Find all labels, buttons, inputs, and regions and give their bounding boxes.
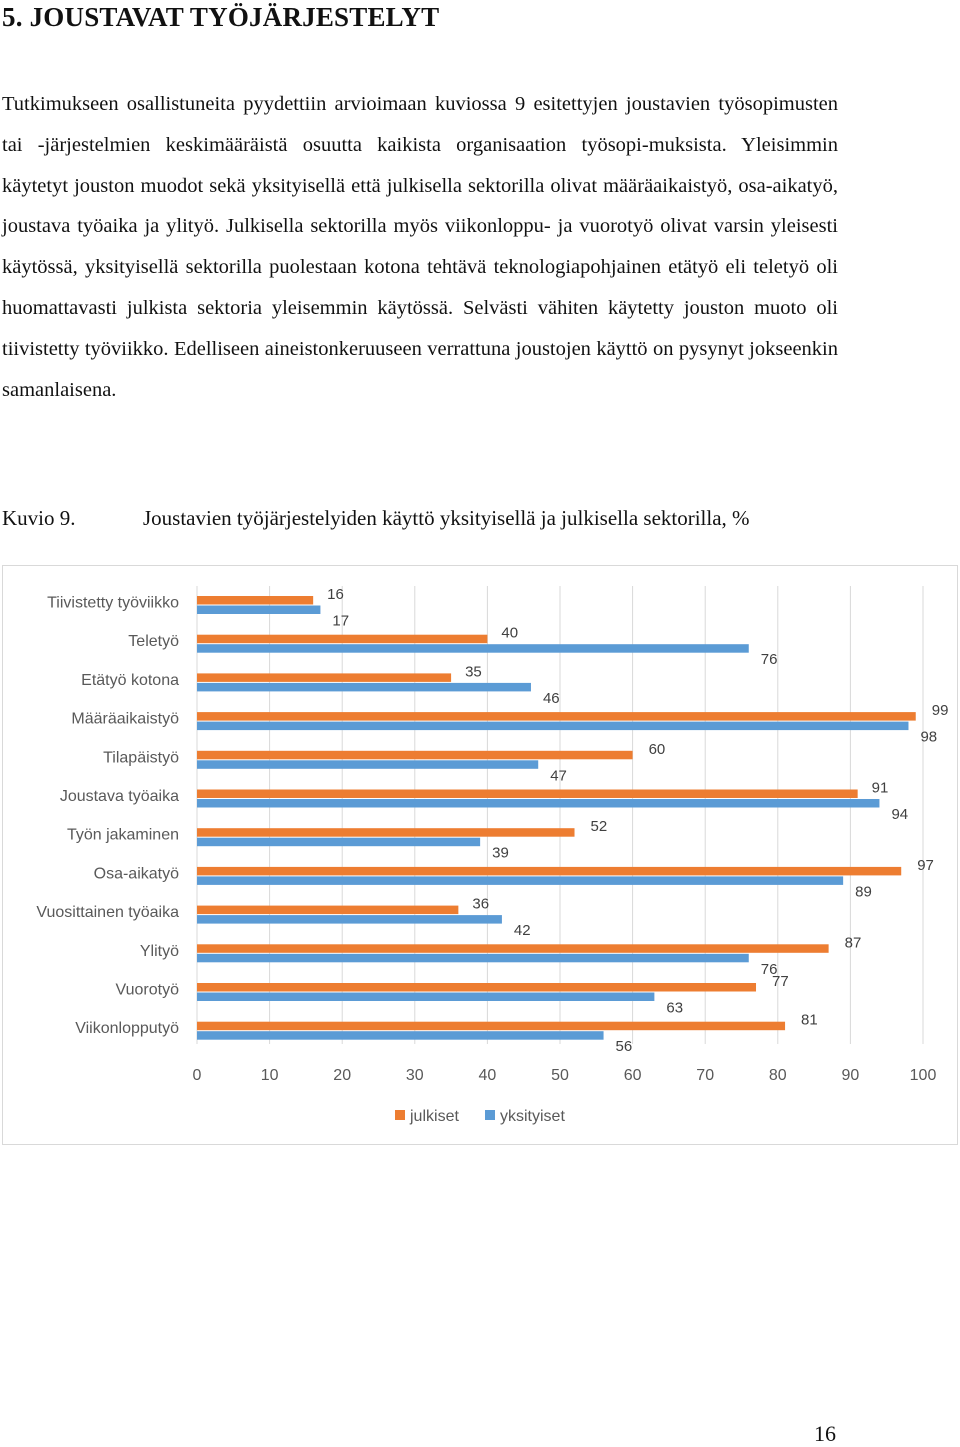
data-label-yksityiset: 42: [513, 922, 531, 940]
bar-julkiset: [197, 635, 487, 644]
bar-julkiset: [197, 751, 633, 760]
data-label-julkiset: 35: [465, 663, 482, 681]
x-tick-label: 50: [551, 1067, 569, 1084]
data-label-julkiset: 40: [501, 624, 519, 642]
data-label-julkiset: 91: [871, 779, 889, 797]
data-label-julkiset: 81: [801, 1011, 818, 1029]
x-tick-label: 90: [841, 1067, 860, 1084]
data-label-julkiset: 36: [472, 895, 490, 913]
category-label: Ylityö: [139, 942, 179, 960]
data-label-julkiset: 87: [844, 934, 862, 952]
data-label-yksityiset: 94: [891, 806, 909, 823]
figure-number: Kuvio 9.: [2, 506, 76, 530]
x-tick-label: 60: [623, 1067, 642, 1084]
figure-caption: [2, 506, 750, 531]
bar-yksityiset: [197, 954, 749, 963]
bar-yksityiset: [197, 683, 531, 692]
data-label-yksityiset: 89: [855, 883, 872, 901]
figure-title: Joustavien työjärjestelyiden käyttö yksityisellä ja julkisella sektorilla, %: [143, 506, 750, 530]
bar-yksityiset: [197, 915, 502, 924]
bar-julkiset: [197, 596, 313, 605]
category-label: Työn jakaminen: [66, 826, 179, 844]
data-label-yksityiset: 56: [615, 1038, 633, 1056]
category-label: Tilapäistyö: [103, 749, 179, 767]
data-label-julkiset: 52: [590, 818, 608, 836]
bar-yksityiset: [197, 644, 749, 653]
bar-julkiset: [197, 790, 858, 799]
data-label-yksityiset: 17: [332, 612, 350, 630]
data-label-yksityiset: 63: [666, 999, 684, 1017]
data-label-yksityiset: 76: [760, 960, 778, 978]
page-number: 16: [814, 1421, 836, 1446]
section-heading: 5. JOUSTAVAT TYÖJÄRJESTELYT: [2, 2, 440, 32]
bar-yksityiset: [197, 606, 320, 615]
category-label: Etätyö kotona: [81, 671, 179, 689]
data-label-julkiset: 99: [931, 702, 949, 720]
bar-yksityiset: [197, 760, 538, 769]
category-label: Teletyö: [128, 633, 179, 651]
legend-label-julkiset: julkiset: [410, 1108, 459, 1125]
data-label-julkiset: 97: [917, 856, 934, 874]
bar-yksityiset: [197, 993, 654, 1002]
bar-julkiset: [197, 712, 916, 721]
bar-julkiset: [197, 983, 756, 992]
data-label-yksityiset: 46: [542, 689, 560, 707]
bar-julkiset: [197, 944, 829, 953]
x-tick-label: 70: [696, 1067, 715, 1084]
x-tick-label: 80: [768, 1067, 787, 1084]
category-label: Vuorotyö: [115, 981, 179, 999]
bar-chart: [3, 566, 957, 1144]
bar-yksityiset: [197, 722, 908, 731]
bar-yksityiset: [197, 876, 843, 885]
data-label-julkiset: 60: [648, 740, 666, 758]
category-label: Viikonlopputyö: [75, 1020, 179, 1038]
data-label-yksityiset: 39: [492, 844, 509, 862]
data-label-yksityiset: 98: [920, 728, 938, 746]
bar-yksityiset: [197, 799, 879, 808]
category-label: Joustava työaika: [59, 788, 179, 805]
legend-swatch-julkiset: [395, 1110, 405, 1120]
category-label: Tiivistetty työviikko: [47, 594, 179, 612]
chart-container: [2, 565, 958, 1145]
x-tick-label: 0: [192, 1067, 202, 1084]
body-paragraph: Tutkimukseen osallistuneita pyydettiin arvioimaan kuviossa 9 esitettyjen joustavien työsopimusten tai -järjestelmien keskimääräistä osuutta kaikista organisaation työsopi-muksista. Yleisimmin käytetyt jouston muodot sekä yksityisellä että julkisella sektorilla olivat määräaikaistyö, osa-aikatyö, joustava työaika ja ylityö. Julkisella sektorilla myös viikonloppu- ja vuorotyö olivat varsin yleisesti käytössä, yksityisellä sektorilla puolestaan kotona tehtävä teknologiapohjainen etätyö eli teletyö oli huomattavasti julkista sektoria yleisemmin käytössä. Selvästi vähiten käytetty jouston muoto oli tiivistetty työviikko. Edelliseen aineistonkeruuseen verrattuna joustojen käyttö on pysynyt jokseenkin samanlaisena.: [2, 93, 838, 401]
bar-yksityiset: [197, 838, 480, 847]
bar-julkiset: [197, 673, 451, 682]
data-label-yksityiset: 47: [550, 767, 567, 785]
x-tick-label: 10: [260, 1067, 279, 1084]
bar-julkiset: [197, 906, 458, 915]
bar-julkiset: [197, 1022, 785, 1030]
category-label: Määräaikaistyö: [71, 710, 179, 728]
x-tick-label: 30: [405, 1067, 424, 1084]
legend-label-yksityiset: yksityiset: [500, 1108, 565, 1125]
data-label-julkiset: 16: [327, 586, 344, 603]
data-label-julkiset: 77: [772, 973, 789, 990]
data-label-yksityiset: 76: [760, 651, 778, 669]
bar-julkiset: [197, 867, 901, 876]
category-label: Osa-aikatyö: [93, 865, 179, 883]
bar-julkiset: [197, 828, 575, 837]
category-label: Vuosittainen työaika: [36, 904, 179, 922]
x-tick-label: 40: [478, 1067, 497, 1084]
x-tick-label: 20: [333, 1067, 352, 1084]
legend-swatch-yksityiset: [485, 1110, 495, 1120]
x-tick-label: 100: [909, 1067, 937, 1084]
bar-yksityiset: [197, 1031, 604, 1040]
